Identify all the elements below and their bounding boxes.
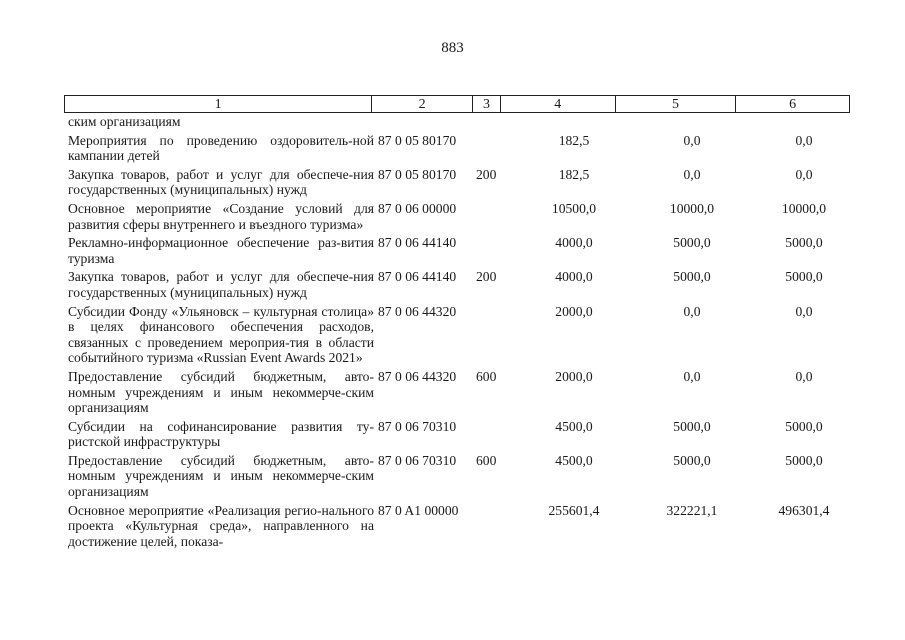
row-value-4: 2000,0 xyxy=(555,368,593,384)
row-value-6 xyxy=(750,114,858,130)
row-value-4: 255601,4 xyxy=(548,502,600,518)
table-row xyxy=(68,269,858,300)
row-name: Закупка товаров, работ и услуг для обеспече-ния государственных (муниципальных) нужд xyxy=(68,166,374,198)
row-name: ским организациям xyxy=(68,114,181,129)
table-row xyxy=(68,167,858,198)
row-code: 87 0 06 70310 xyxy=(378,418,457,434)
table-header xyxy=(64,95,850,113)
row-value-5: 5000,0 xyxy=(673,269,711,285)
row-value-5: 322221,1 xyxy=(666,502,718,518)
row-name: Основное мероприятие «Реализация регио-нального проекта «Культурная среда», направленного на достижение целей, показа- xyxy=(68,502,374,549)
row-value-4: 4000,0 xyxy=(555,269,593,285)
row-name: Субсидии Фонду «Ульяновск – культурная столица» в целях финансового обеспечения расходов, связанных с проведением мероприя-тия в области событийного туризма «Russian Event Awards 2021» xyxy=(68,303,374,366)
row-value-5: 0,0 xyxy=(683,166,701,182)
row-type xyxy=(474,201,514,232)
table-row xyxy=(68,235,858,266)
header-col-2: 2 xyxy=(372,96,473,112)
row-code xyxy=(374,114,474,130)
row-value-5: 0,0 xyxy=(683,132,701,148)
row-value-5: 0,0 xyxy=(683,368,701,384)
row-type: 600 xyxy=(476,368,497,384)
row-code: 87 0 06 44320 xyxy=(378,303,457,319)
row-value-6: 5000,0 xyxy=(785,235,823,251)
row-value-6: 496301,4 xyxy=(778,502,830,518)
table-row xyxy=(68,201,858,232)
table-body xyxy=(68,114,858,549)
row-value-4: 4500,0 xyxy=(555,452,593,468)
row-type: 200 xyxy=(476,269,497,285)
row-value-4: 2000,0 xyxy=(555,303,593,319)
row-value-4: 182,5 xyxy=(558,132,590,148)
row-value-6: 0,0 xyxy=(795,166,813,182)
row-value-5: 5000,0 xyxy=(673,418,711,434)
header-col-1: 1 xyxy=(65,96,372,112)
table-row xyxy=(68,304,858,366)
row-code: 87 0 05 80170 xyxy=(378,166,457,182)
row-value-4: 182,5 xyxy=(558,166,590,182)
row-value-6: 5000,0 xyxy=(785,269,823,285)
row-value-6: 0,0 xyxy=(795,368,813,384)
row-code: 87 0 06 00000 xyxy=(378,200,457,216)
table-row xyxy=(68,503,858,550)
row-value-6: 5000,0 xyxy=(785,418,823,434)
row-code: 87 0 A1 00000 xyxy=(378,502,459,518)
row-code: 87 0 06 44140 xyxy=(378,235,457,251)
table-row xyxy=(68,114,858,130)
row-code: 87 0 06 44140 xyxy=(378,269,457,285)
row-type xyxy=(474,114,514,130)
row-type xyxy=(474,419,514,450)
table-row xyxy=(68,419,858,450)
row-code: 87 0 06 70310 xyxy=(378,452,457,468)
header-col-4: 4 xyxy=(501,96,616,112)
row-name: Закупка товаров, работ и услуг для обеспече-ния государственных (муниципальных) нужд xyxy=(68,269,374,300)
row-value-4: 4500,0 xyxy=(555,418,593,434)
row-name: Рекламно-информационное обеспечение раз-вития туризма xyxy=(68,235,374,266)
row-value-5: 10000,0 xyxy=(669,200,715,216)
row-name: Основное мероприятие «Создание условий для развития сферы внутреннего и въездного туризма» xyxy=(68,200,374,232)
row-value-4 xyxy=(514,114,634,130)
row-value-4: 10500,0 xyxy=(551,200,597,216)
row-value-6: 0,0 xyxy=(795,132,813,148)
row-name: Субсидии на софинансирование развития ту-ристской инфраструктуры xyxy=(68,418,374,450)
row-type xyxy=(474,503,514,550)
row-type: 600 xyxy=(476,452,497,468)
row-code: 87 0 05 80170 xyxy=(378,132,457,148)
table-row xyxy=(68,453,858,500)
row-value-5: 0,0 xyxy=(683,303,701,319)
header-col-5: 5 xyxy=(616,96,737,112)
row-type xyxy=(474,133,514,164)
row-name: Мероприятия по проведению оздоровитель-ной кампании детей xyxy=(68,132,374,164)
row-name: Предоставление субсидий бюджетным, авто-номным учреждениям и иным некоммерче-ским организациям xyxy=(68,368,374,416)
header-col-6: 6 xyxy=(789,97,797,112)
row-code: 87 0 06 44320 xyxy=(378,368,457,384)
row-value-4: 4000,0 xyxy=(555,235,593,251)
row-type xyxy=(474,235,514,266)
table-row xyxy=(68,133,858,164)
row-type xyxy=(474,304,514,366)
row-type: 200 xyxy=(476,166,497,182)
row-value-6: 10000,0 xyxy=(781,200,827,216)
row-value-5: 5000,0 xyxy=(673,452,711,468)
page-number: 883 xyxy=(441,40,464,56)
row-value-5 xyxy=(634,114,750,130)
table-row xyxy=(68,369,858,416)
row-name: Предоставление субсидий бюджетным, авто-номным учреждениям и иным некоммерче-ским организациям xyxy=(68,452,374,500)
row-value-5: 5000,0 xyxy=(673,235,711,251)
header-col-3: 3 xyxy=(473,96,501,112)
row-value-6: 0,0 xyxy=(795,303,813,319)
row-value-6: 5000,0 xyxy=(785,452,823,468)
